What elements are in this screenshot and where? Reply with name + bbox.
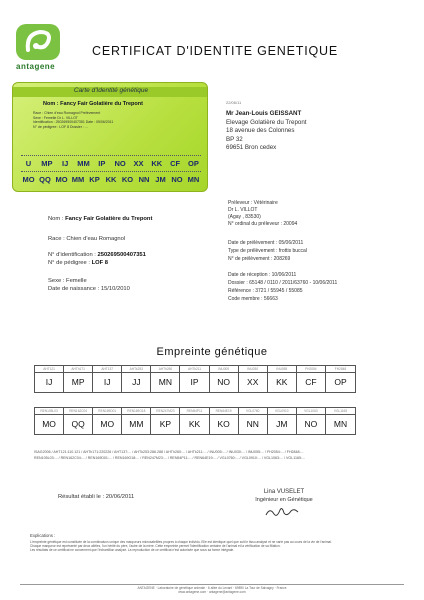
sample-preleveur: Préleveur : Vétérinaire [228,200,278,206]
marker-value: NO [297,415,326,434]
card-row-divider [21,155,201,158]
card-line: N° de pédigree : LOF 8 Dossier : ... [33,124,88,129]
allele-line: ISAG2006 / AHT121:110.121 / AHTh171:220226 / AHT137:... / AHTk253:286.288 / AHTh260:... / AHTk211:... / INU005:... / INU030:... / INU055:... / FH2054:... / FH2848:... [34,450,304,454]
sample-number: N° de prélèvement : 208269 [228,256,291,262]
marker-value: KO [210,415,239,434]
address-line: Elevage Golatière du Trepont [226,118,307,126]
card-marker: IJ [62,159,69,168]
sample-type: Type de prélèvement : frottis buccal [228,248,307,254]
card-row-divider [21,171,201,174]
marker-name: REN105L03 [35,408,64,414]
marker-value-row [34,415,356,435]
card-marker: KO [121,175,134,184]
marker-value: QQ [64,415,93,434]
dog-name-line [48,216,152,222]
card-marker-row-1 [21,159,201,168]
marker-name: INU055 [268,366,297,372]
member-code: Code membre : 56663 [228,296,278,302]
marker-name: VGL0760 [239,408,268,414]
marker-value: CF [297,373,326,392]
marker-value: IJ [35,373,64,392]
marker-name: VGL1063 [297,408,326,414]
marker-name: INU030 [239,366,268,372]
marker-value-row [34,373,356,393]
explanations-title: Explications : [30,533,56,538]
address-line: 18 avenue des Colonnes [226,127,295,135]
card-marker: MN [187,175,200,184]
card-marker: KK [105,175,117,184]
card-marker: MM [77,159,90,168]
marker-value: MN [333,419,348,429]
footer-divider [20,584,404,585]
card-marker: MO [55,175,68,184]
address-line: Mr Jean-Louis GEISSANT [226,110,302,117]
sample-vet: Dr L. VILLOT [228,207,258,213]
marker-value: IP [180,373,209,392]
marker-value: IJ [93,373,122,392]
marker-name: REN54P11 [180,408,209,414]
dog-name: Fancy Fair Golatière du Trepont [65,216,153,222]
marker-name: INU005 [210,366,239,372]
marker-name: AHTk211 [180,366,209,372]
marker-name: VGL0910 [268,408,297,414]
marker-name: REN162C04 [64,408,93,414]
dog-pedigree-label: N° de pédigree : [48,260,92,266]
address-line: 69651 Bron cedex [226,144,277,152]
marker-value: KP [151,415,180,434]
marker-name: AHTk253 [122,366,151,372]
marker-name: FH2054 [297,366,326,372]
antagene-logo [14,22,62,62]
result-date: Résultat établi le : 20/06/2011 [58,494,135,500]
signer-title: Ingénieur en Génétique [255,497,313,503]
explanations-body [30,540,404,553]
address-line: BP 32 [226,135,243,143]
card-marker: XX [133,159,144,168]
recipient-address [226,110,307,153]
card-marker: NN [138,175,150,184]
card-marker: CF [170,159,181,168]
explanation-paragraph: Chaque marqueur est représenté par deux allèles, l'un hérité du père, l'autre de la mère. Cette empreinte permet l'identification certaine de l'animal et la vérification de sa filiation. [30,544,281,549]
card-marker: KK [151,159,163,168]
marker-value: JM [268,415,297,434]
card-marker: QQ [39,175,51,184]
card-line: Race : Chien d'eau Romagnol Prélèvement [33,111,101,115]
card-marker: MM [71,175,85,184]
marker-table-row-2 [34,407,356,435]
marker-name: AHTh260 [151,366,180,372]
card-marker-row-2 [21,175,201,184]
card-details [33,111,203,129]
marker-value: OP [334,377,347,387]
marker-name: AHTh171 [64,366,93,372]
marker-value: MM [122,415,151,434]
sample-ordinal: N° ordinal du préleveur : 20094 [228,221,298,227]
card-marker: OP [188,159,199,168]
card-line: Sexe : Femelle Dr L. VILLOT [33,115,78,120]
dog-id: 250269500407351 [97,252,146,258]
dog-race: Race : Chien d'eau Romagnol [48,236,126,242]
footer [20,586,404,595]
marker-value: MO [93,415,122,434]
marker-name: AHT121 [35,366,64,372]
marker-value: XX [239,373,268,392]
dog-id-label: N° d'identification : [48,252,98,258]
card-marker: IP [98,159,106,168]
marker-value: MP [64,373,93,392]
address-date-stamp: 22/06/11 [226,100,242,105]
marker-header-row [34,365,356,373]
signer-name: Lina VUSELET [263,489,305,495]
marker-value: NO [210,373,239,392]
marker-value: MO [35,415,64,434]
footer-line: ANTAGENE · Laboratoire de génétique animale · 6 allée du Levant · 69890 La Tour de Salvagny · France [137,586,287,590]
dossier-number: Dossier : 65148 / 0110 / 2011/63760 - 10/06/2011 [228,280,338,286]
marker-value: NN [239,415,268,434]
marker-value: KK [180,415,209,434]
card-marker: NO [114,159,126,168]
dog-sexe: Sexe : Femelle [48,278,87,284]
empreinte-title: Empreinte génétique [156,346,268,358]
dog-pedigree: LOF 8 [91,260,109,266]
marker-name: REN169D01 [93,408,122,414]
card-marker: MO [22,175,35,184]
reference-number: Référence : 3721 / 55945 / 55085 [228,288,303,294]
sample-vet-location: (Agay , 83530) [228,214,261,220]
footer-line: www.antagene.com · antagene@antagene.com [178,590,246,595]
dog-id-line [48,252,146,258]
card-marker: JM [155,175,166,184]
dog-name-label: Nom : [48,216,66,222]
card-marker: MP [41,159,53,168]
allele-line: REN105L03:... / REN162C04:... / REN169D01:... / REN169O18:... / REN247M23:... / REN54P11:... / REN64E19:... / VGL0760:... / VGL0910:... / VGL1063:... / VGL1165:... [34,455,305,460]
card-dog-name: Nom : Fancy Fair Golatière du Trepont [43,101,143,107]
marker-header-row [34,407,356,415]
marker-name: REN64E19 [210,408,239,414]
marker-value: MN [151,373,180,392]
signature-image [264,505,300,519]
marker-name: REN247M23 [151,408,180,414]
card-marker: NO [171,175,183,184]
allele-details [34,450,390,462]
dog-birth-date: Date de naissance : 15/10/2010 [48,286,130,292]
card-title: Carte d'Identité génétique [73,87,149,94]
dog-pedigree-line [48,260,108,266]
identity-card [12,82,208,192]
card-marker: KP [89,175,100,184]
logo-text: antagene [16,62,56,71]
card-line: Identification : 250269500407351 Date : 05/06/2011 [33,120,114,124]
document-title: CERTIFICAT D'IDENTITE GENETIQUE [92,44,338,58]
explanation-paragraph: Les résultats de ce certificat ne concernent que l'échantillon analysé. La reproduction de ce certificat n'est autorisée que sous sa forme intégrale. [30,548,235,553]
marker-name: VGL1165 [333,409,348,413]
marker-value: JJ [122,373,151,392]
sample-date: Date de prélèvement : 05/06/2011 [228,240,304,246]
marker-value: KK [268,373,297,392]
card-marker: U [25,159,32,168]
marker-name: REN169O18 [122,408,151,414]
marker-name: FH2848 [334,367,347,371]
marker-name: AHT137 [93,366,122,372]
reception-date: Date de réception : 10/06/2011 [228,272,297,278]
explanation-paragraph: L'empreinte génétique est constituée de la combinaison unique des marqueurs microsatellites propres à chaque individu. Elle est identique quel que soit le tissu analysé et ne varie pas au cours de la vie de l'animal. [30,540,332,544]
marker-table-row-1 [34,365,356,393]
